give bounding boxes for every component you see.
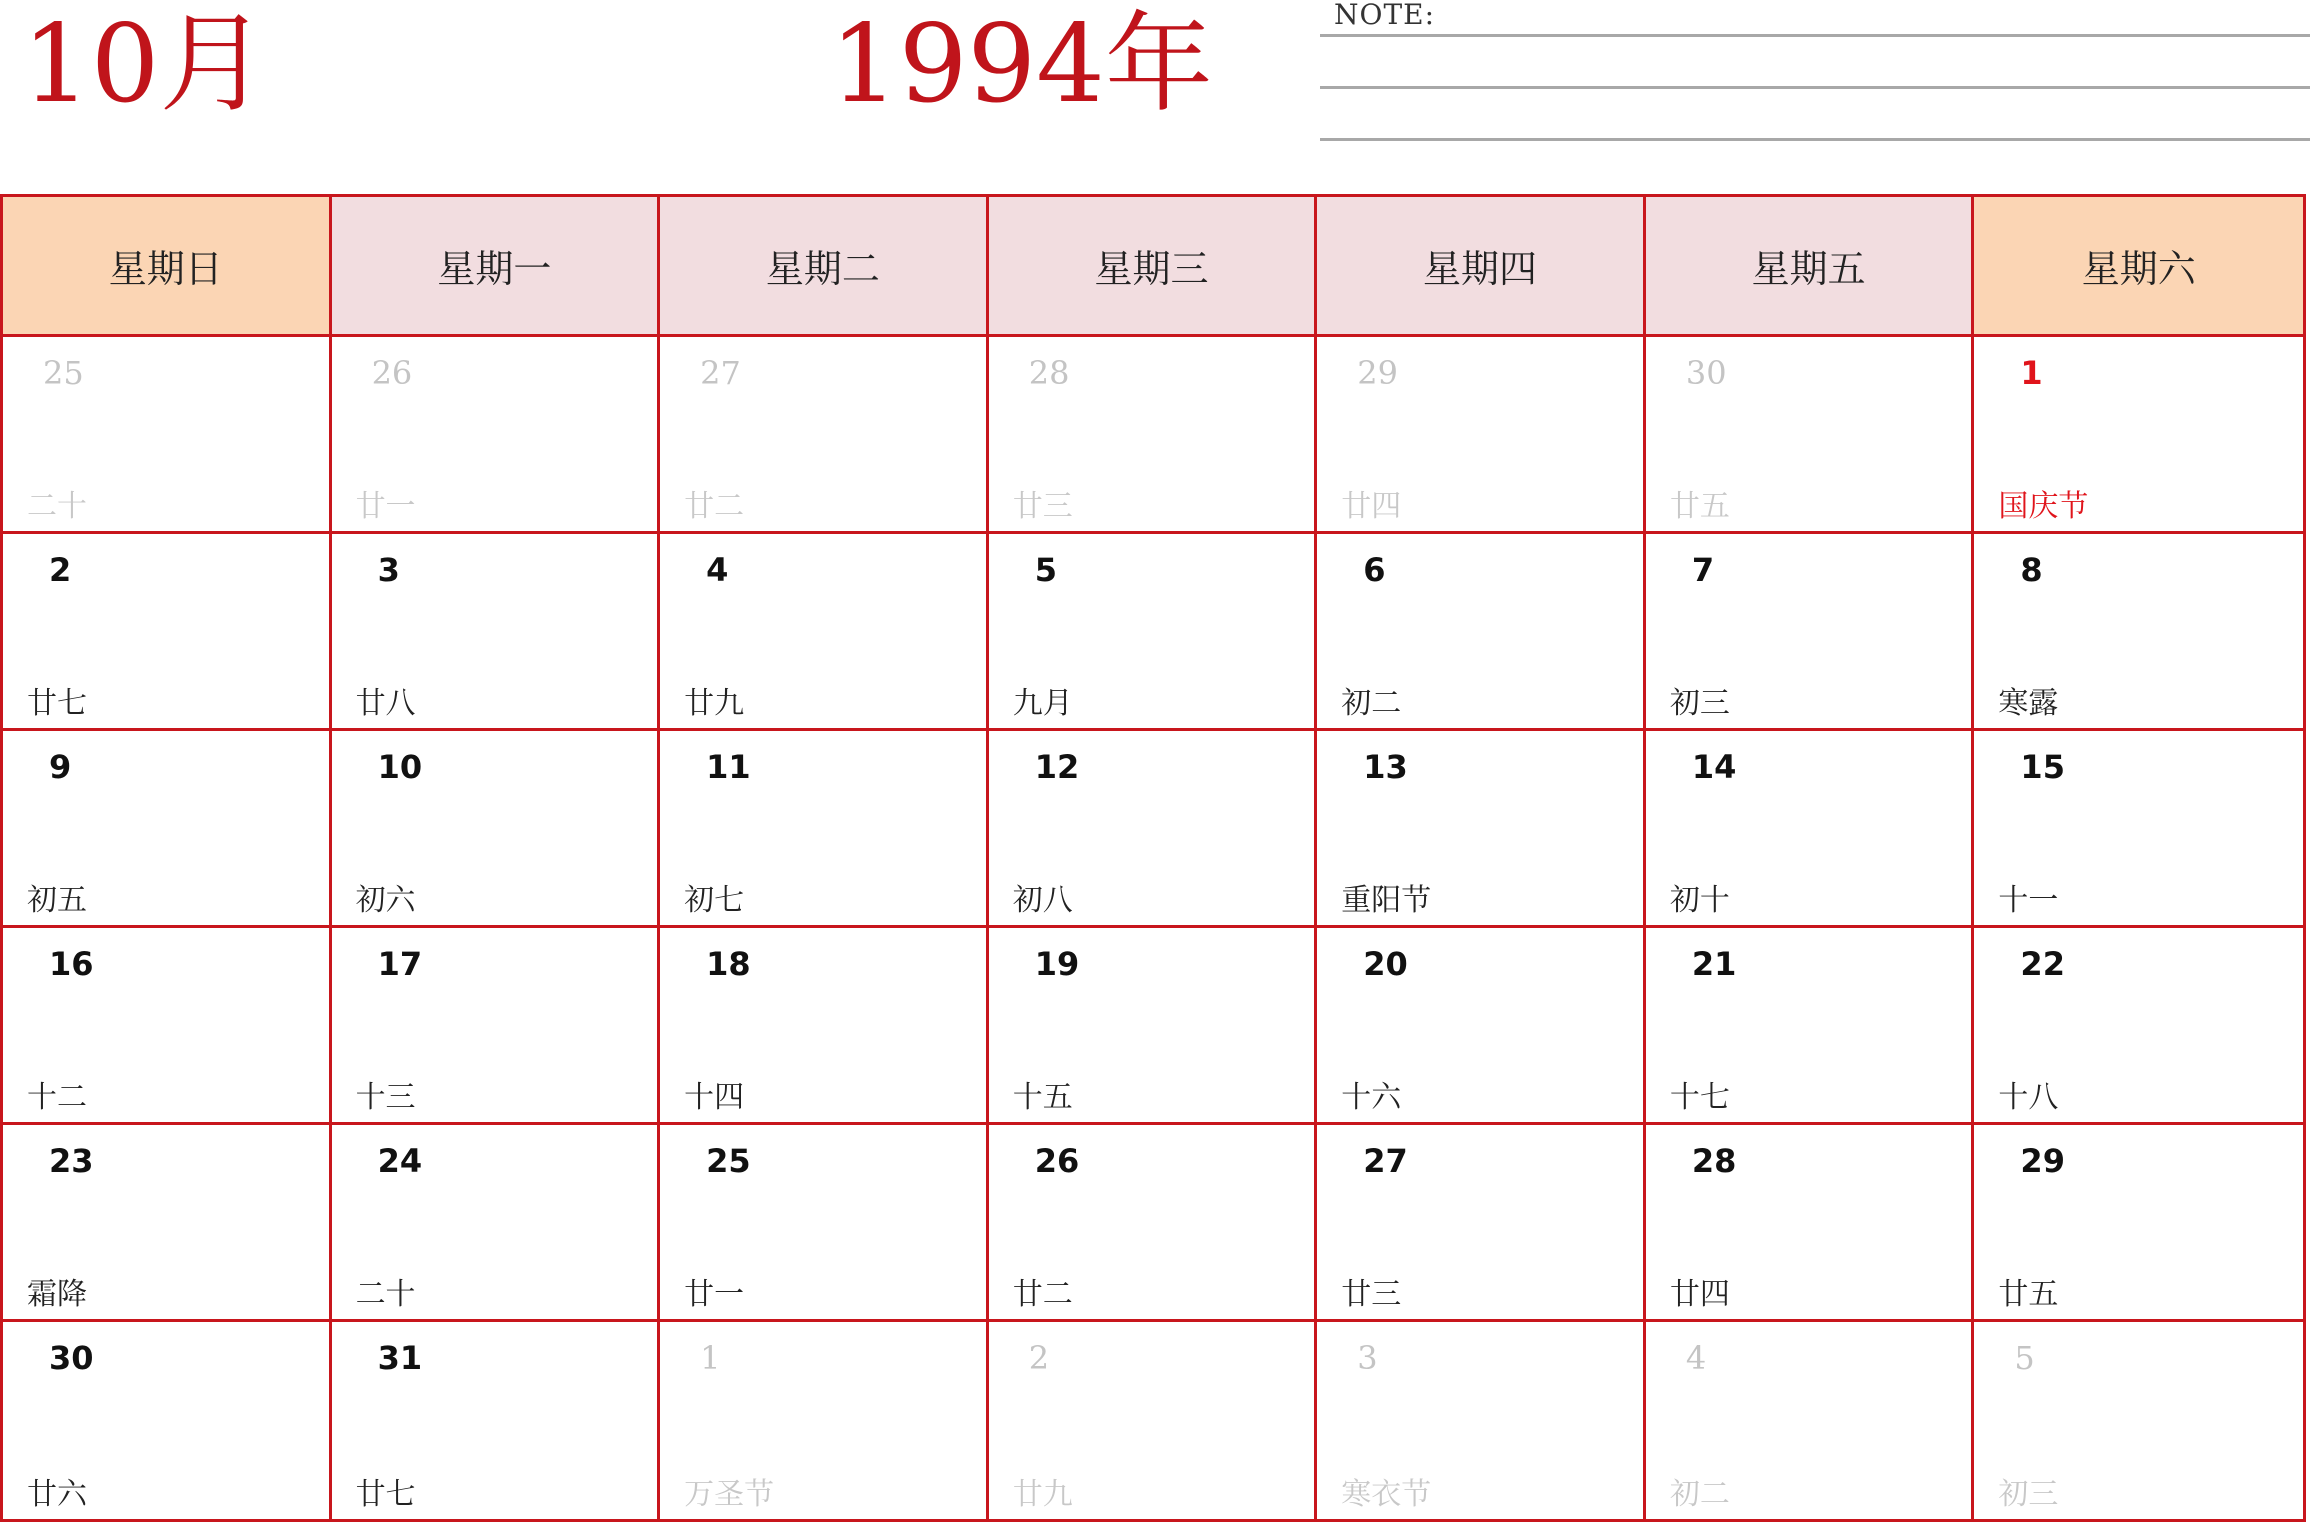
day-number: 30	[1685, 354, 1727, 392]
day-number: 5	[1034, 551, 1057, 589]
day-cell[interactable]	[1646, 928, 1975, 1125]
lunar-date-label: 九月	[1012, 686, 1073, 721]
day-number: 2	[49, 551, 72, 589]
day-cell[interactable]	[332, 337, 661, 534]
day-number: 20	[1363, 945, 1408, 983]
day-cell[interactable]	[3, 731, 332, 928]
day-number: 5	[2014, 1339, 2035, 1377]
day-cell[interactable]	[1974, 731, 2303, 928]
day-number: 28	[1028, 354, 1070, 392]
weekday-header-monday: 星期一	[332, 197, 661, 337]
day-number: 25	[43, 354, 84, 392]
day-number: 17	[377, 945, 423, 983]
day-number: 27	[700, 354, 741, 392]
day-number: 19	[1034, 945, 1080, 983]
lunar-date-label: 初二	[1341, 686, 1402, 721]
weekday-header-wednesday: 星期三	[989, 197, 1318, 337]
weekday-header-tuesday: 星期二	[660, 197, 989, 337]
lunar-date-label: 十一	[1998, 883, 2059, 918]
day-number: 13	[1363, 748, 1408, 786]
day-cell[interactable]	[3, 534, 332, 731]
day-number: 26	[371, 354, 413, 392]
lunar-date-label: 初三	[1998, 1477, 2059, 1512]
day-number: 12	[1034, 748, 1080, 786]
day-number: 21	[1691, 945, 1737, 983]
day-cell[interactable]	[3, 928, 332, 1125]
lunar-date-label: 初二	[1669, 1477, 1730, 1512]
lunar-date-label: 十五	[1012, 1080, 1073, 1115]
lunar-date-label: 二十	[355, 1277, 416, 1312]
lunar-date-label: 初八	[1012, 883, 1073, 918]
day-cell[interactable]	[989, 534, 1318, 731]
lunar-date-label: 廿三	[1012, 489, 1073, 524]
day-cell[interactable]	[1317, 1125, 1646, 1322]
lunar-date-label: 霜降	[27, 1277, 87, 1312]
day-cell[interactable]	[1317, 731, 1646, 928]
day-number: 3	[377, 551, 400, 589]
weekday-header-saturday: 星期六	[1974, 197, 2303, 337]
day-number: 22	[2020, 945, 2065, 983]
day-number: 27	[1363, 1142, 1408, 1180]
day-cell[interactable]	[332, 534, 661, 731]
day-cell[interactable]	[660, 337, 989, 534]
lunar-date-label: 初三	[1669, 686, 1730, 721]
day-number: 8	[2020, 551, 2043, 589]
day-cell[interactable]	[989, 928, 1318, 1125]
day-cell[interactable]	[332, 1322, 661, 1519]
weekday-header-friday: 星期五	[1646, 197, 1975, 337]
day-cell[interactable]	[989, 1125, 1318, 1322]
day-cell[interactable]	[332, 731, 661, 928]
day-cell[interactable]	[1317, 1322, 1646, 1519]
lunar-date-label: 万圣节	[684, 1477, 775, 1512]
lunar-date-label: 廿九	[1012, 1477, 1073, 1512]
day-number: 15	[2020, 748, 2065, 786]
lunar-date-label: 廿三	[1341, 1277, 1402, 1312]
day-number: 30	[49, 1339, 94, 1377]
lunar-date-label: 廿七	[355, 1477, 416, 1512]
lunar-date-label: 寒衣节	[1341, 1477, 1432, 1512]
day-cell[interactable]	[660, 928, 989, 1125]
day-number: 4	[706, 551, 729, 589]
day-cell[interactable]	[1974, 1125, 2303, 1322]
lunar-date-label: 十三	[355, 1080, 416, 1115]
day-number: 18	[706, 945, 751, 983]
lunar-date-label: 廿二	[684, 489, 745, 524]
day-cell[interactable]	[332, 1125, 661, 1322]
day-cell[interactable]	[989, 337, 1318, 534]
day-number: 25	[706, 1142, 751, 1180]
lunar-date-label: 初七	[684, 883, 745, 918]
lunar-date-label: 廿七	[27, 686, 87, 721]
day-cell[interactable]	[1646, 337, 1975, 534]
weekday-header-sunday: 星期日	[3, 197, 332, 337]
day-cell[interactable]	[1646, 534, 1975, 731]
lunar-date-label: 廿八	[355, 686, 416, 721]
day-number: 6	[1363, 551, 1386, 589]
day-cell[interactable]	[1974, 928, 2303, 1125]
lunar-date-label: 廿四	[1669, 1277, 1730, 1312]
lunar-date-label: 廿五	[1669, 489, 1730, 524]
day-number: 3	[1357, 1339, 1378, 1377]
note-area	[1320, 0, 2310, 150]
day-number: 9	[49, 748, 72, 786]
day-cell[interactable]	[660, 1322, 989, 1519]
lunar-date-label: 二十	[27, 489, 87, 524]
day-number: 29	[2020, 1142, 2065, 1180]
day-cell[interactable]	[660, 1125, 989, 1322]
day-cell[interactable]	[1317, 534, 1646, 731]
day-cell[interactable]	[989, 731, 1318, 928]
lunar-date-label: 廿一	[684, 1277, 745, 1312]
day-cell[interactable]	[3, 1125, 332, 1322]
lunar-date-label: 廿九	[684, 686, 745, 721]
lunar-date-label: 十八	[1998, 1080, 2059, 1115]
lunar-date-label: 初十	[1669, 883, 1730, 918]
lunar-date-label: 十六	[1341, 1080, 1402, 1115]
day-cell[interactable]	[1974, 534, 2303, 731]
day-cell[interactable]	[1317, 928, 1646, 1125]
note-line	[1320, 138, 2310, 141]
day-number: 10	[377, 748, 423, 786]
day-number: 7	[1691, 551, 1715, 589]
note-label: NOTE:	[1334, 0, 1436, 31]
lunar-date-label: 廿五	[1998, 1277, 2059, 1312]
day-cell[interactable]	[332, 928, 661, 1125]
day-number: 24	[377, 1142, 423, 1180]
day-cell[interactable]	[1646, 1322, 1975, 1519]
day-number: 4	[1685, 1339, 1707, 1377]
day-cell[interactable]	[660, 731, 989, 928]
day-number: 28	[1691, 1142, 1737, 1180]
note-line	[1320, 86, 2310, 89]
day-number: 31	[377, 1339, 423, 1377]
day-number: 23	[49, 1142, 94, 1180]
day-cell[interactable]	[1646, 1125, 1975, 1322]
lunar-date-label: 十七	[1669, 1080, 1730, 1115]
day-number: 26	[1034, 1142, 1080, 1180]
lunar-date-label: 国庆节	[1998, 489, 2089, 524]
day-number: 16	[49, 945, 94, 983]
lunar-date-label: 初六	[355, 883, 416, 918]
day-number: 1	[2020, 354, 2043, 392]
day-number: 29	[1357, 354, 1398, 392]
weekday-header-thursday: 星期四	[1317, 197, 1646, 337]
day-number: 2	[1028, 1339, 1050, 1377]
day-number: 14	[1691, 748, 1737, 786]
calendar-grid	[0, 194, 2306, 1522]
lunar-date-label: 十四	[684, 1080, 745, 1115]
day-cell[interactable]	[1974, 1322, 2303, 1519]
lunar-date-label: 寒露	[1998, 686, 2059, 721]
year-title: 1994年	[830, 2, 1213, 127]
day-cell[interactable]	[989, 1322, 1318, 1519]
day-cell[interactable]	[660, 534, 989, 731]
lunar-date-label: 重阳节	[1341, 883, 1432, 918]
day-cell[interactable]	[1646, 731, 1975, 928]
day-cell[interactable]	[1317, 337, 1646, 534]
day-cell[interactable]	[3, 1322, 332, 1519]
lunar-date-label: 廿一	[355, 489, 416, 524]
lunar-date-label: 廿四	[1341, 489, 1402, 524]
lunar-date-label: 廿六	[27, 1477, 87, 1512]
lunar-date-label: 初五	[27, 883, 87, 918]
month-title: 10月	[22, 2, 268, 127]
day-number: 1	[700, 1339, 721, 1377]
note-line	[1320, 34, 2310, 37]
day-number: 11	[706, 748, 751, 786]
day-cell[interactable]	[3, 337, 332, 534]
lunar-date-label: 廿二	[1012, 1277, 1073, 1312]
lunar-date-label: 十二	[27, 1080, 87, 1115]
day-cell[interactable]	[1974, 337, 2303, 534]
